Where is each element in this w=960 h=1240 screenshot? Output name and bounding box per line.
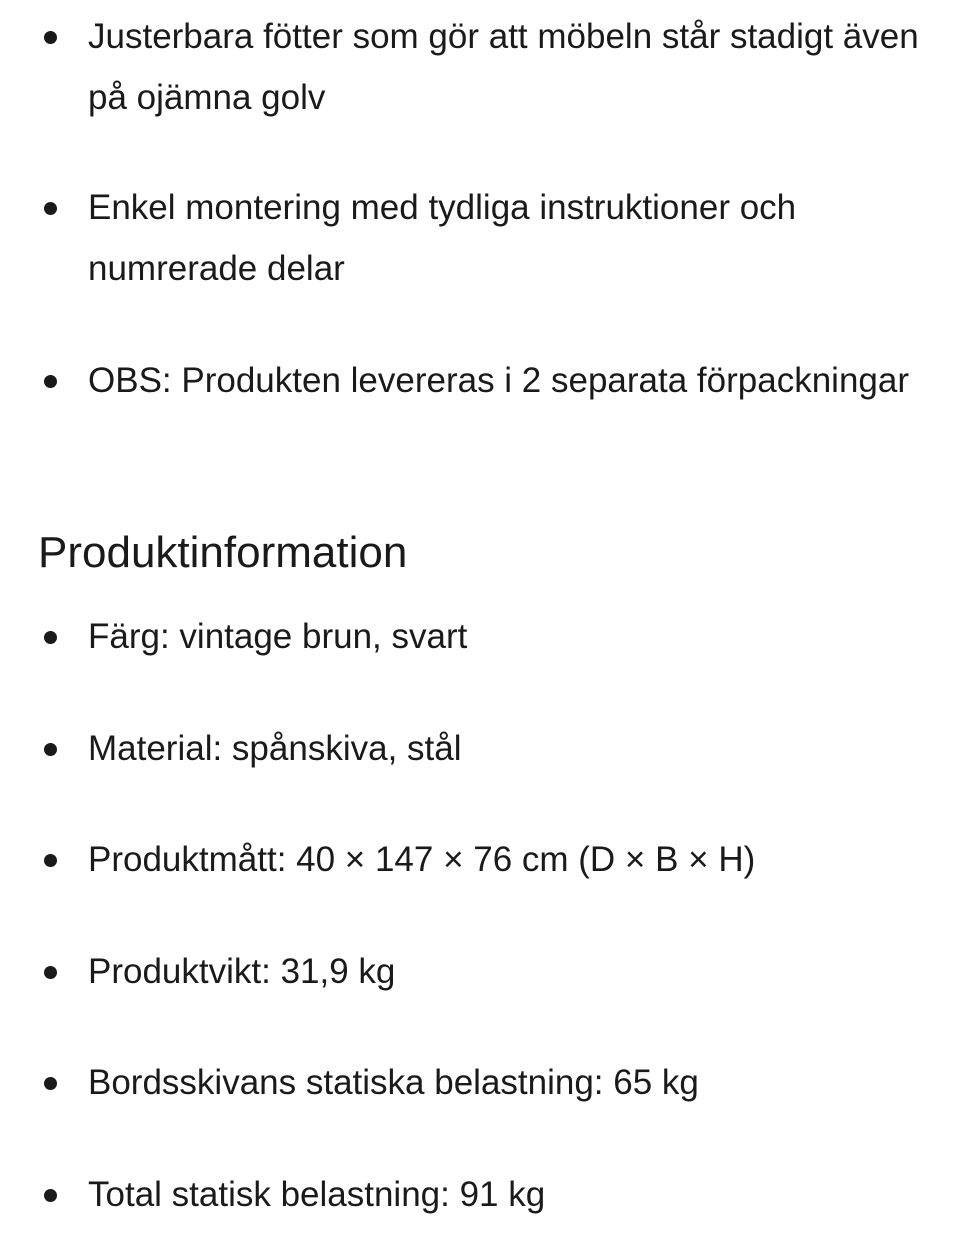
- bullet-icon: [44, 1077, 57, 1090]
- bullet-icon: [44, 631, 57, 644]
- list-item: [0, 177, 960, 299]
- list-item: [0, 350, 960, 472]
- bullet-icon: [44, 854, 57, 867]
- list-item: [0, 718, 960, 779]
- bullet-icon: [44, 743, 57, 756]
- info-text: Material: spånskiva, stål: [88, 729, 462, 768]
- bullet-icon: [44, 375, 57, 388]
- list-item: [0, 829, 960, 890]
- info-text: Produktvikt: 31,9 kg: [88, 952, 396, 991]
- list-item: [0, 941, 960, 1002]
- info-text: Bordsskivans statiska belastning: 65 kg: [88, 1063, 699, 1102]
- list-item: [0, 606, 960, 667]
- feature-text: Justerbara fötter som gör att möbeln står stadigt även på ojämna golv: [88, 17, 919, 117]
- bullet-icon: [44, 31, 57, 44]
- section-heading: Produktinformation: [38, 528, 408, 577]
- bullet-icon: [44, 966, 57, 979]
- info-text: Färg: vintage brun, svart: [88, 617, 468, 656]
- bullet-icon: [44, 202, 57, 215]
- feature-text: Enkel montering med tydliga instruktioner och numrerade delar: [88, 188, 797, 288]
- feature-text: OBS: Produkten levereras i 2 separata förpackningar: [88, 361, 909, 400]
- list-item: [0, 1052, 960, 1113]
- list-item: [0, 1164, 960, 1225]
- info-text: Produktmått: 40 × 147 × 76 cm (D × B × H): [88, 840, 756, 879]
- bullet-icon: [44, 1189, 57, 1202]
- info-text: Total statisk belastning: 91 kg: [88, 1175, 546, 1214]
- list-item: [0, 6, 960, 128]
